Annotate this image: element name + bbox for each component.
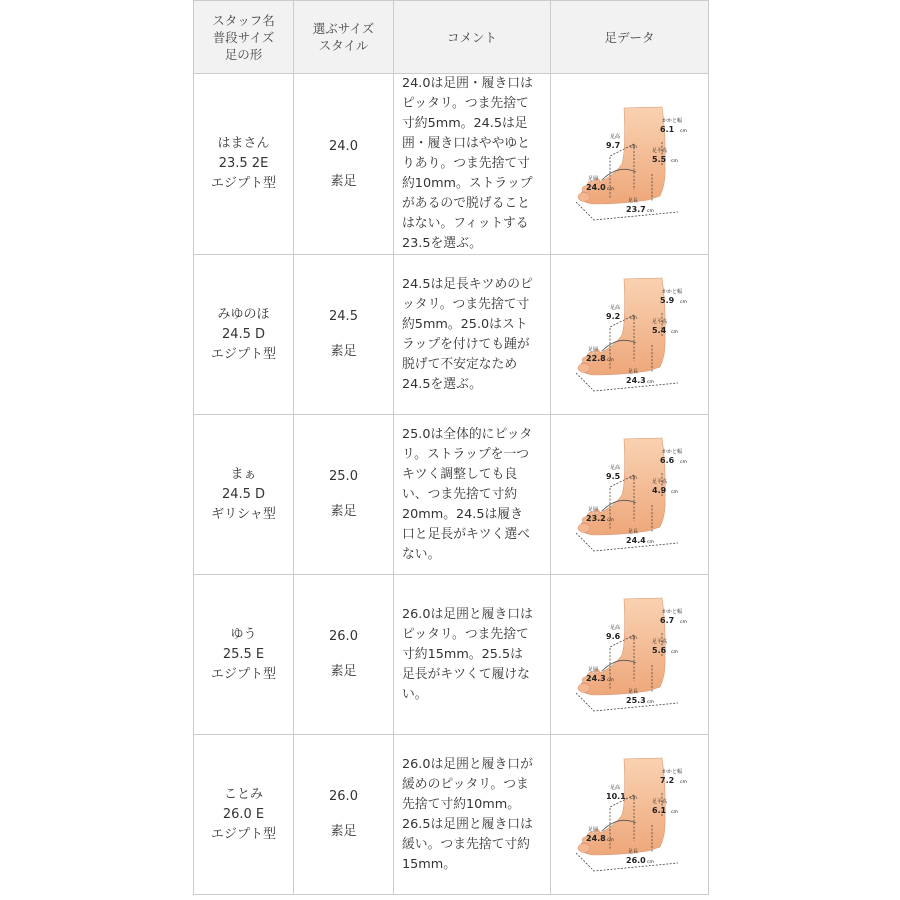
girth-value: 22.8 xyxy=(585,353,606,363)
girth-unit: cm xyxy=(606,677,614,683)
height-label: 足高 xyxy=(609,624,620,631)
comment-line: 25.0は全体的にピッタ xyxy=(402,426,533,442)
header-chosen-size: 選ぶサイズ xyxy=(312,21,375,36)
usual-size: 24.5 D xyxy=(221,326,266,342)
toe-icon xyxy=(578,193,590,202)
height-value: 9.5 xyxy=(605,471,620,481)
comment-line: 約10mm。ストラップ xyxy=(402,176,533,191)
staff-name: まぁ xyxy=(230,466,257,482)
height-unit: cm xyxy=(629,145,637,150)
height-unit: cm xyxy=(629,475,637,481)
heel-value: 5.9 xyxy=(659,295,674,305)
girth-value: 24.3 xyxy=(585,673,606,683)
height-label: 足高 xyxy=(609,134,620,140)
staff-name: はまさん xyxy=(217,136,270,151)
girth-unit: cm xyxy=(606,187,614,192)
length-unit: cm xyxy=(646,209,654,214)
comment-line: 24.5は足長キツめのピ xyxy=(402,276,533,292)
staff-cell xyxy=(194,255,294,415)
girth-value: 23.2 xyxy=(585,513,606,523)
foot-illustration xyxy=(572,104,688,224)
header-size xyxy=(294,1,394,74)
comment-line: 緩めのピッタリ。つま xyxy=(402,776,529,792)
comment-cell xyxy=(394,735,551,895)
girth-label: 足囲 xyxy=(587,826,598,833)
toe-icon xyxy=(578,683,590,692)
comment-line: 20mm。24.5は履き xyxy=(402,506,523,522)
girth-label: 足囲 xyxy=(587,666,598,673)
size-cell xyxy=(294,255,394,415)
height-value: 10.1 xyxy=(605,791,626,801)
flat-value: 6.1 xyxy=(651,805,666,815)
girth-value: 24.0 xyxy=(585,183,606,192)
size-cell xyxy=(294,74,394,255)
length-unit: cm xyxy=(646,539,654,545)
flat-value: 5.5 xyxy=(651,155,666,164)
comment-line: ない。 xyxy=(402,546,441,562)
toe-icon xyxy=(578,843,590,852)
chosen-size: 26.0 xyxy=(329,629,358,644)
length-value: 24.4 xyxy=(625,535,646,545)
comment-line: 緩い。つま先捨て寸約 xyxy=(402,836,530,852)
heel-label: かかと幅 xyxy=(661,608,682,615)
staff-cell xyxy=(194,74,294,255)
length-unit: cm xyxy=(646,379,654,385)
girth-unit: cm xyxy=(606,357,614,363)
foot-illustration xyxy=(572,275,688,395)
comment-line: りあり。つま先捨て寸 xyxy=(402,156,530,171)
chosen-size: 26.0 xyxy=(329,789,358,804)
header-staff-name: スタッフ名 xyxy=(212,12,275,28)
style-label: 素足 xyxy=(330,173,357,189)
comment-line: ピッタリ。つま先捨て xyxy=(402,626,529,642)
style-label: 素足 xyxy=(330,504,357,519)
staff-name: ことみ xyxy=(223,786,263,802)
heel-value: 6.6 xyxy=(659,455,674,465)
staff-name: みゆのほ xyxy=(217,306,270,322)
staff-cell xyxy=(194,415,294,575)
comment-cell xyxy=(394,415,551,575)
foot-shape: エジプト型 xyxy=(210,176,276,191)
height-label: 足高 xyxy=(609,464,620,471)
table-row xyxy=(194,74,709,255)
height-label: 足高 xyxy=(609,784,620,791)
usual-size: 25.5 E xyxy=(222,646,265,662)
comment-line: 24.0は足囲・履き口は xyxy=(402,76,533,91)
comment-text xyxy=(402,755,542,875)
usual-size: 23.5 2E xyxy=(218,156,269,171)
heel-label: かかと幅 xyxy=(661,768,682,775)
foot-data-cell xyxy=(551,735,709,895)
staff-name: ゆう xyxy=(230,626,257,642)
table-row xyxy=(194,575,709,735)
foot-illustration xyxy=(572,755,688,875)
header-comment-label: コメント xyxy=(446,29,497,45)
header-usual-size: 普段サイズ xyxy=(212,29,275,45)
comment-line: リ。ストラップを一つ xyxy=(402,446,530,462)
comment-line: 26.5は足囲と履き口は xyxy=(402,816,533,832)
foot-shape: エジプト型 xyxy=(210,826,276,842)
flat-unit: cm xyxy=(670,329,678,335)
flat-unit: cm xyxy=(670,489,678,495)
staff-cell xyxy=(194,575,294,735)
height-value: 9.2 xyxy=(605,311,620,321)
foot-data-cell xyxy=(551,415,709,575)
girth-unit: cm xyxy=(606,517,614,523)
comment-line: ラップを付けても踵が xyxy=(402,336,530,352)
table-header-row xyxy=(194,1,709,74)
length-label: 足長 xyxy=(627,848,638,855)
table-body xyxy=(194,74,709,895)
heel-unit: cm xyxy=(679,459,687,465)
comment-line: 脱げて不安定なため xyxy=(402,356,518,372)
comment-line: 足長がキツくて履けな xyxy=(402,666,530,682)
heel-value: 6.1 xyxy=(659,125,674,134)
flat-value: 4.9 xyxy=(651,485,666,495)
height-unit: cm xyxy=(629,795,637,801)
comment-line: 15mm。 xyxy=(402,856,457,872)
length-unit: cm xyxy=(646,699,654,705)
flat-unit: cm xyxy=(670,649,678,655)
comment-text xyxy=(402,425,542,565)
heel-label: かかと幅 xyxy=(661,118,682,124)
table-row xyxy=(194,735,709,895)
comment-line: ピッタリ。つま先捨て xyxy=(402,96,529,111)
flat-label: 足平高 xyxy=(651,798,667,805)
comment-text xyxy=(402,275,542,395)
heel-value: 6.7 xyxy=(659,615,674,625)
length-value: 25.3 xyxy=(625,695,646,705)
staff-cell xyxy=(194,735,294,895)
comment-line: 26.0は足囲と履き口は xyxy=(402,606,533,622)
length-value: 23.7 xyxy=(625,205,646,214)
foot-illustration xyxy=(572,435,688,555)
style-label: 素足 xyxy=(330,824,357,839)
foot-shape: ギリシャ型 xyxy=(211,506,276,522)
girth-value: 24.8 xyxy=(585,833,606,843)
header-style: スタイル xyxy=(318,38,369,53)
chosen-size: 25.0 xyxy=(329,469,358,484)
flat-value: 5.6 xyxy=(651,645,666,655)
comment-line: はない。フィットする xyxy=(402,216,529,231)
table-row xyxy=(194,415,709,575)
flat-label: 足平高 xyxy=(651,638,667,645)
style-label: 素足 xyxy=(330,344,357,359)
header-foot-data-label: 足データ xyxy=(604,29,655,45)
size-comparison-table-wrapper xyxy=(193,0,708,895)
comment-line: 約5mm。25.0はスト xyxy=(402,316,528,332)
girth-label: 足囲 xyxy=(587,176,598,182)
heel-unit: cm xyxy=(679,779,687,785)
heel-label: かかと幅 xyxy=(661,448,682,455)
comment-line: 26.0は足囲と履き口が xyxy=(402,756,533,772)
height-value: 9.6 xyxy=(605,631,620,641)
usual-size: 26.0 E xyxy=(222,806,265,822)
comment-line: 囲・履き口はややゆと xyxy=(402,136,530,151)
usual-size: 24.5 D xyxy=(221,486,266,502)
heel-label: かかと幅 xyxy=(661,288,682,295)
toe-icon xyxy=(578,363,590,372)
foot-illustration xyxy=(572,595,688,715)
comment-line: い、つま先捨て寸約 xyxy=(402,486,518,502)
comment-cell xyxy=(394,575,551,735)
toe-icon xyxy=(578,523,590,532)
chosen-size: 24.0 xyxy=(329,138,358,154)
height-unit: cm xyxy=(629,315,637,321)
header-comment xyxy=(394,1,551,74)
comment-cell xyxy=(394,74,551,255)
comment-text xyxy=(402,605,542,705)
foot-shape: エジプト型 xyxy=(210,666,276,682)
foot-shape: エジプト型 xyxy=(210,346,276,362)
size-comparison-table xyxy=(193,0,709,895)
heel-value: 7.2 xyxy=(659,775,674,785)
length-label: 足長 xyxy=(627,368,638,375)
chosen-size: 24.5 xyxy=(329,309,358,324)
table-row xyxy=(194,255,709,415)
flat-label: 足平高 xyxy=(651,318,667,325)
size-cell xyxy=(294,575,394,735)
size-cell xyxy=(294,735,394,895)
foot-data-cell xyxy=(551,575,709,735)
comment-line: 寸約5mm。24.5は足 xyxy=(402,116,528,131)
comment-line: 23.5を選ぶ。 xyxy=(402,236,482,251)
comment-cell xyxy=(394,255,551,415)
comment-line: い。 xyxy=(402,686,428,702)
flat-value: 5.4 xyxy=(651,325,666,335)
comment-line: 口と足長がキツく選べ xyxy=(402,526,530,542)
flat-label: 足平高 xyxy=(651,478,667,485)
girth-label: 足囲 xyxy=(587,506,598,513)
flat-label: 足平高 xyxy=(651,148,667,154)
header-foot-shape: 足の形 xyxy=(224,46,263,62)
length-label: 足長 xyxy=(627,688,638,695)
height-value: 9.7 xyxy=(605,141,620,150)
foot-data-cell xyxy=(551,74,709,255)
comment-line: があるので脱げること xyxy=(402,196,530,211)
length-unit: cm xyxy=(646,859,654,865)
flat-unit: cm xyxy=(670,809,678,815)
comment-line: 先捨て寸約10mm。 xyxy=(402,796,520,812)
comment-text xyxy=(402,74,542,254)
style-label: 素足 xyxy=(330,664,357,679)
size-cell xyxy=(294,415,394,575)
girth-unit: cm xyxy=(606,837,614,843)
length-value: 24.3 xyxy=(625,375,646,385)
comment-line: 24.5を選ぶ。 xyxy=(402,376,482,392)
heel-unit: cm xyxy=(679,619,687,625)
header-staff xyxy=(194,1,294,74)
flat-unit: cm xyxy=(670,159,678,164)
girth-label: 足囲 xyxy=(587,346,598,353)
comment-line: キツく調整しても良 xyxy=(402,466,518,482)
comment-line: ッタリ。つま先捨て寸 xyxy=(402,296,530,312)
length-label: 足長 xyxy=(627,198,638,204)
comment-line: 寸約15mm。25.5は xyxy=(402,646,523,662)
height-label: 足高 xyxy=(609,304,620,311)
height-unit: cm xyxy=(629,635,637,641)
heel-unit: cm xyxy=(679,299,687,305)
length-value: 26.0 xyxy=(625,855,646,865)
header-foot-data xyxy=(551,1,709,74)
length-label: 足長 xyxy=(627,528,638,535)
heel-unit: cm xyxy=(679,129,687,134)
foot-data-cell xyxy=(551,255,709,415)
